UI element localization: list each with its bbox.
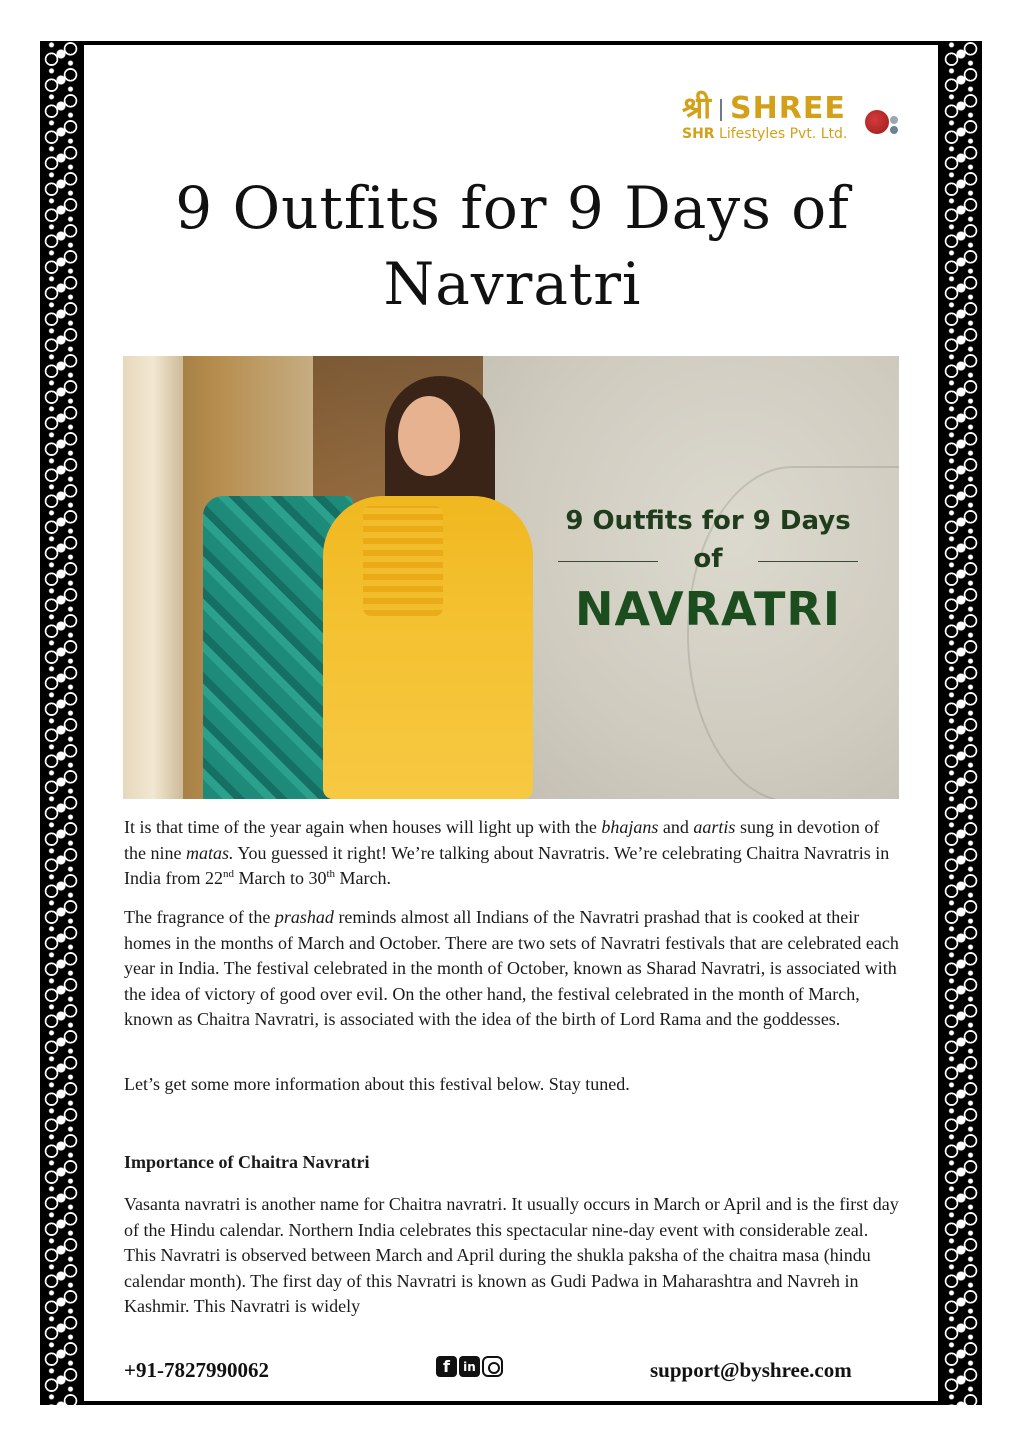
logo-hindi-mark: श्री: [682, 91, 713, 126]
facebook-icon[interactable]: f: [436, 1356, 457, 1377]
social-icons: [436, 1356, 503, 1378]
text-run: It is that time of the year again when houses will light up with the: [124, 817, 602, 837]
section-heading: Importance of Chaitra Navratri: [124, 1152, 370, 1172]
logo-dot: [890, 116, 898, 124]
hero-banner-image: [123, 356, 899, 799]
hero-rule-left: [558, 561, 658, 562]
logo-separator: [720, 99, 722, 121]
text-run: sung in devotion of the nine: [124, 817, 880, 863]
hero-rule-right: [758, 561, 858, 562]
model-face: [398, 396, 460, 476]
text-run: reminds almost all Indians of the Navratri prashad that is cooked at their homes in the months of March and October. There are two sets of Navratri festivals that are celebrated each year in India. The festival celebrated in the month of October, known as Sharad Navratri, is associated with the idea of victory of good over evil. On the other hand, the festival celebrated in the month of March, known as Chaitra Navratri, is associated with the idea of the birth of Lord Rama and the goddesses.: [124, 907, 899, 1029]
italic-aartis: aartis: [693, 817, 736, 837]
title-line-1: 9 Outfits for 9 Days of: [175, 174, 850, 242]
logo-company-name: [682, 126, 847, 142]
decorative-border-right: [942, 41, 980, 1405]
logo-red-flower: [865, 110, 889, 134]
hero-pillar: [123, 356, 183, 799]
italic-bhajans: bhajans: [601, 817, 659, 837]
logo-sub-rest: Lifestyles Pvt. Ltd.: [714, 126, 848, 142]
italic-matas: matas.: [185, 842, 234, 863]
brand-logo: [682, 86, 907, 150]
hero-caption-line-2-wrap: [543, 544, 873, 578]
logo-flower-icon: [865, 110, 905, 140]
linkedin-icon[interactable]: in: [459, 1356, 480, 1377]
title-line-2: Navratri: [383, 250, 642, 318]
hero-caption-line-2: of: [693, 544, 723, 574]
hero-caption: [543, 506, 873, 636]
page-title: [100, 170, 925, 322]
superscript: th: [326, 868, 336, 880]
dress-embroidery: [363, 506, 443, 616]
logo-sub-bold: SHR: [682, 126, 715, 142]
footer-phone[interactable]: +91-7827990062: [124, 1358, 269, 1382]
instagram-icon[interactable]: [482, 1356, 503, 1377]
logo-dot: [890, 126, 898, 134]
hero-caption-line-1: 9 Outfits for 9 Days: [565, 506, 851, 536]
prashad-paragraph: [124, 905, 899, 1033]
italic-prashad: prashad: [274, 907, 334, 927]
text-run: March.: [335, 868, 392, 888]
text-run: The fragrance of the: [124, 907, 275, 927]
importance-paragraph: Vasanta navratri is another name for Chaitra navratri. It usually occurs in March or April and is the first day of the Hindu calendar. Northern India celebrates this spectacular nine-day event with considerable zeal. This Navratri is observed between March and April during the shukla paksha of the chaitra masa (hindu calendar month). The first day of this Navratri is known as Gudi Padwa in Maharashtra and Navreh in Kashmir. This Navratri is widely: [124, 1194, 899, 1316]
decorative-border-left: [42, 41, 80, 1405]
text-run: and: [658, 817, 694, 837]
superscript: nd: [222, 868, 234, 880]
logo-wordmark: [682, 86, 846, 127]
stay-tuned-paragraph: Let’s get some more information about this festival below. Stay tuned.: [124, 1074, 630, 1094]
hero-caption-line-3: NAVRATRI: [575, 582, 841, 636]
text-run: March to 30: [233, 868, 327, 888]
logo-brand-name: SHREE: [730, 91, 846, 126]
text-run: You guessed it right! We’re talking about Navratris. We’re celebrating Chaitra Navratris in India from 22: [124, 842, 890, 888]
intro-paragraph: [124, 815, 899, 892]
footer-email[interactable]: support@byshree.com: [650, 1358, 852, 1382]
